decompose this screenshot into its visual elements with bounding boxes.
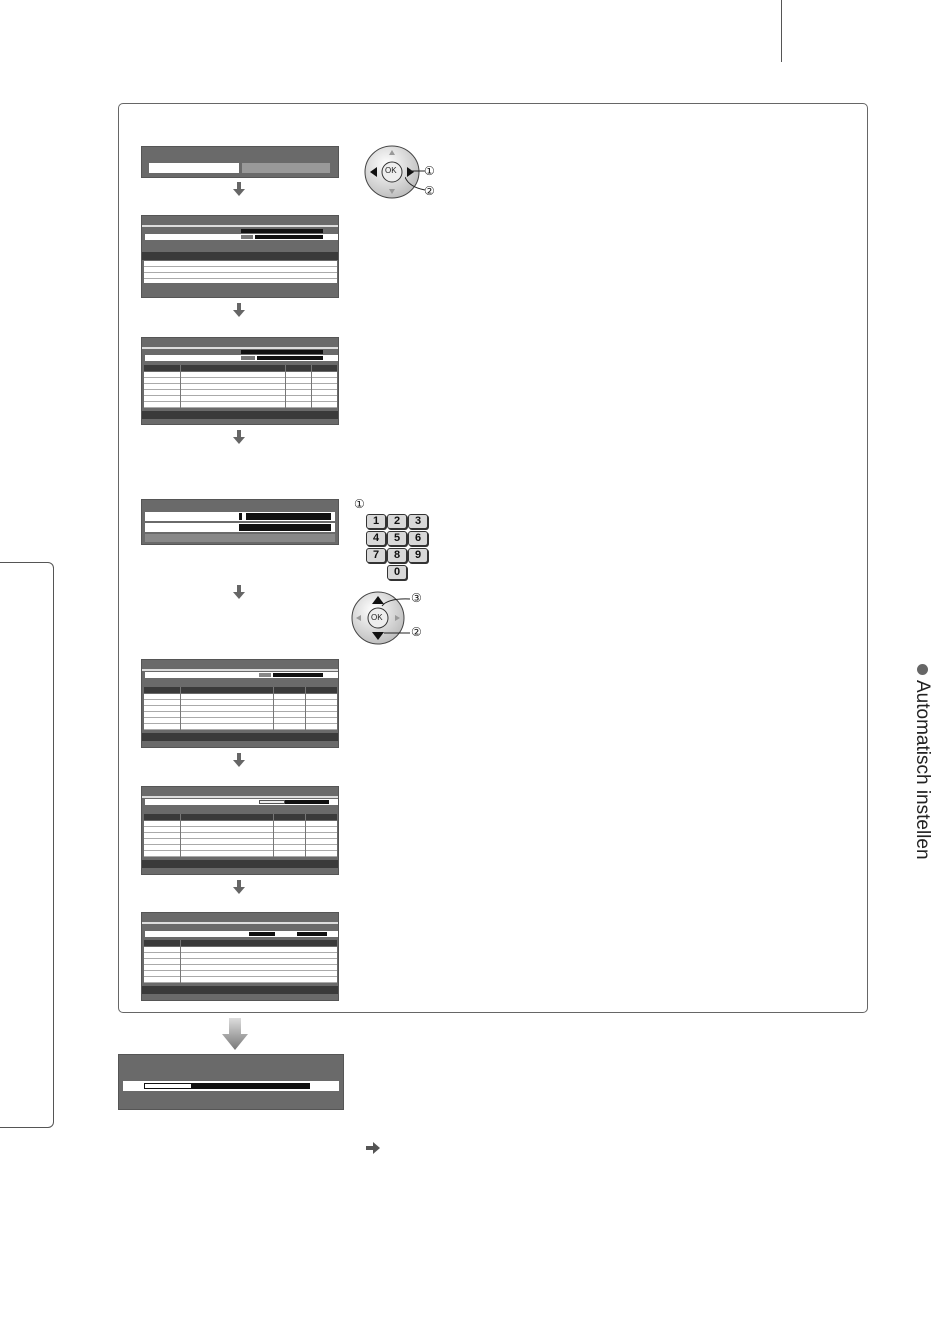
tv-screen-step-6: [141, 786, 339, 875]
down-arrow-icon: [233, 753, 245, 767]
section-bullet-icon: [917, 664, 928, 675]
callout-lines: [380, 596, 414, 636]
callout-2: ②: [424, 184, 435, 198]
callout-2: ②: [411, 625, 422, 639]
key-7: 7: [366, 548, 386, 563]
tv-screen-final: [118, 1054, 344, 1110]
ok-label: OK: [385, 166, 397, 175]
key-9: 9: [408, 548, 428, 563]
numpad-callout: ①: [354, 497, 365, 511]
numeric-keypad: [364, 514, 434, 580]
tv-screen-step-7: [141, 912, 339, 1001]
tv-screen-step-3: [141, 337, 339, 425]
down-arrow-icon: [233, 585, 245, 599]
tv-screen-step-1: [141, 146, 339, 178]
left-bracket-line: [0, 562, 54, 1128]
down-arrow-icon: [233, 182, 245, 196]
page-reference-arrow-icon: [366, 1142, 380, 1154]
side-tab-title-text: Automatisch instellen: [912, 680, 933, 860]
down-arrow-large-icon: [222, 1018, 248, 1050]
key-1: 1: [366, 514, 386, 529]
callout-1: ①: [424, 164, 435, 178]
down-arrow-icon: [233, 430, 245, 444]
key-5: 5: [387, 531, 407, 546]
tv-screen-step-2: [141, 215, 339, 298]
key-3: 3: [408, 514, 428, 529]
key-2: 2: [387, 514, 407, 529]
tv-screen-step-5: [141, 659, 339, 748]
key-0: 0: [387, 565, 407, 580]
down-arrow-icon: [233, 880, 245, 894]
down-arrow-icon: [233, 303, 245, 317]
ok-label: OK: [371, 613, 383, 622]
side-tab-title: [903, 680, 933, 900]
tv-screen-step-4: [141, 499, 339, 545]
callout-3: ③: [411, 591, 422, 605]
key-8: 8: [387, 548, 407, 563]
key-4: 4: [366, 531, 386, 546]
top-rule: [781, 0, 782, 62]
key-6: 6: [408, 531, 428, 546]
